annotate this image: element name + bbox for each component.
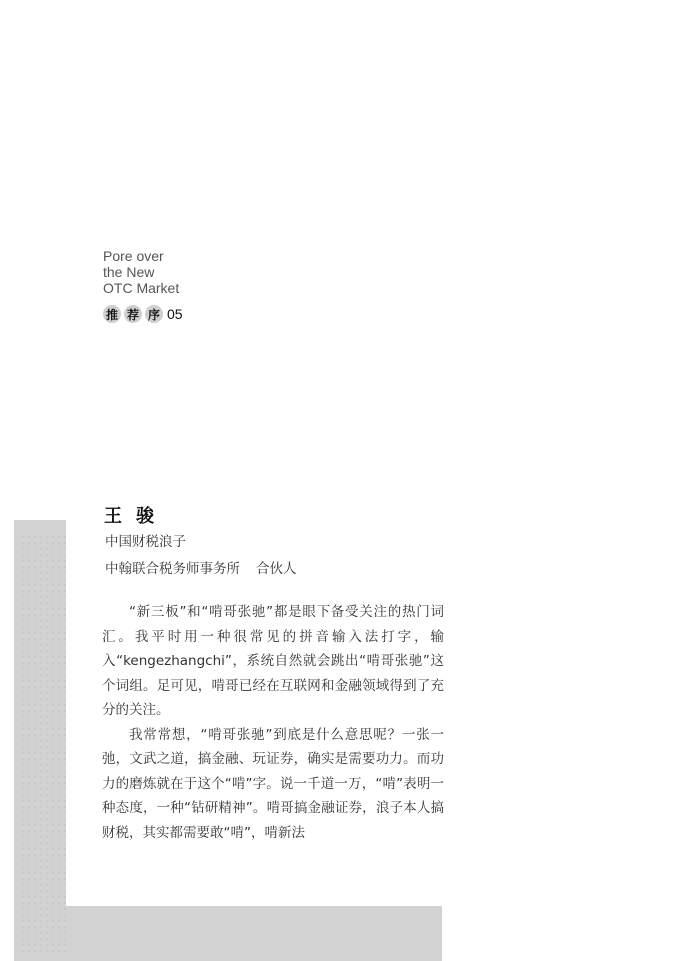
english-title-line-2: the New	[103, 264, 155, 280]
english-title	[103, 248, 179, 296]
author-affiliation: 中翰联合税务师事务所	[105, 561, 240, 577]
author-affiliation-line	[105, 557, 297, 577]
section-char-2: 荐	[124, 305, 142, 323]
author-name: 王骏	[104, 506, 168, 527]
section-number: 05	[167, 306, 183, 322]
section-char-3: 序	[145, 305, 163, 323]
decorative-dot-pattern	[20, 534, 66, 954]
english-title-line-3: OTC Market	[103, 280, 180, 296]
english-title-line-1: Pore over	[103, 248, 164, 264]
body-text	[102, 600, 444, 845]
paragraph-1: “新三板”和“啃哥张驰”都是眼下备受关注的热门词汇。我平时用一种很常见的拼音输入法打字，输入“kengezhangchi”，系统自然就会跳出“啃哥张驰”这个词组。足可见，啃哥已经在互联网和金融领域得到了充分的关注。	[102, 604, 444, 718]
section-label	[103, 305, 183, 323]
paragraph-2: 我常常想，“啃哥张驰”到底是什么意思呢？一张一弛，文武之道，搞金融、玩证券，确实是需要功力。而功力的磨炼就在于这个“啃”字。说一千道一万，“啃”表明一种态度，一种“钻研精神”。啃哥搞金融证券，浪子本人搞财税，其实都需要敢“啃”，啃新法	[102, 726, 444, 841]
author-role: 合伙人	[256, 561, 297, 577]
section-char-1: 推	[103, 305, 121, 323]
author-title: 中国财税浪子	[105, 534, 186, 550]
